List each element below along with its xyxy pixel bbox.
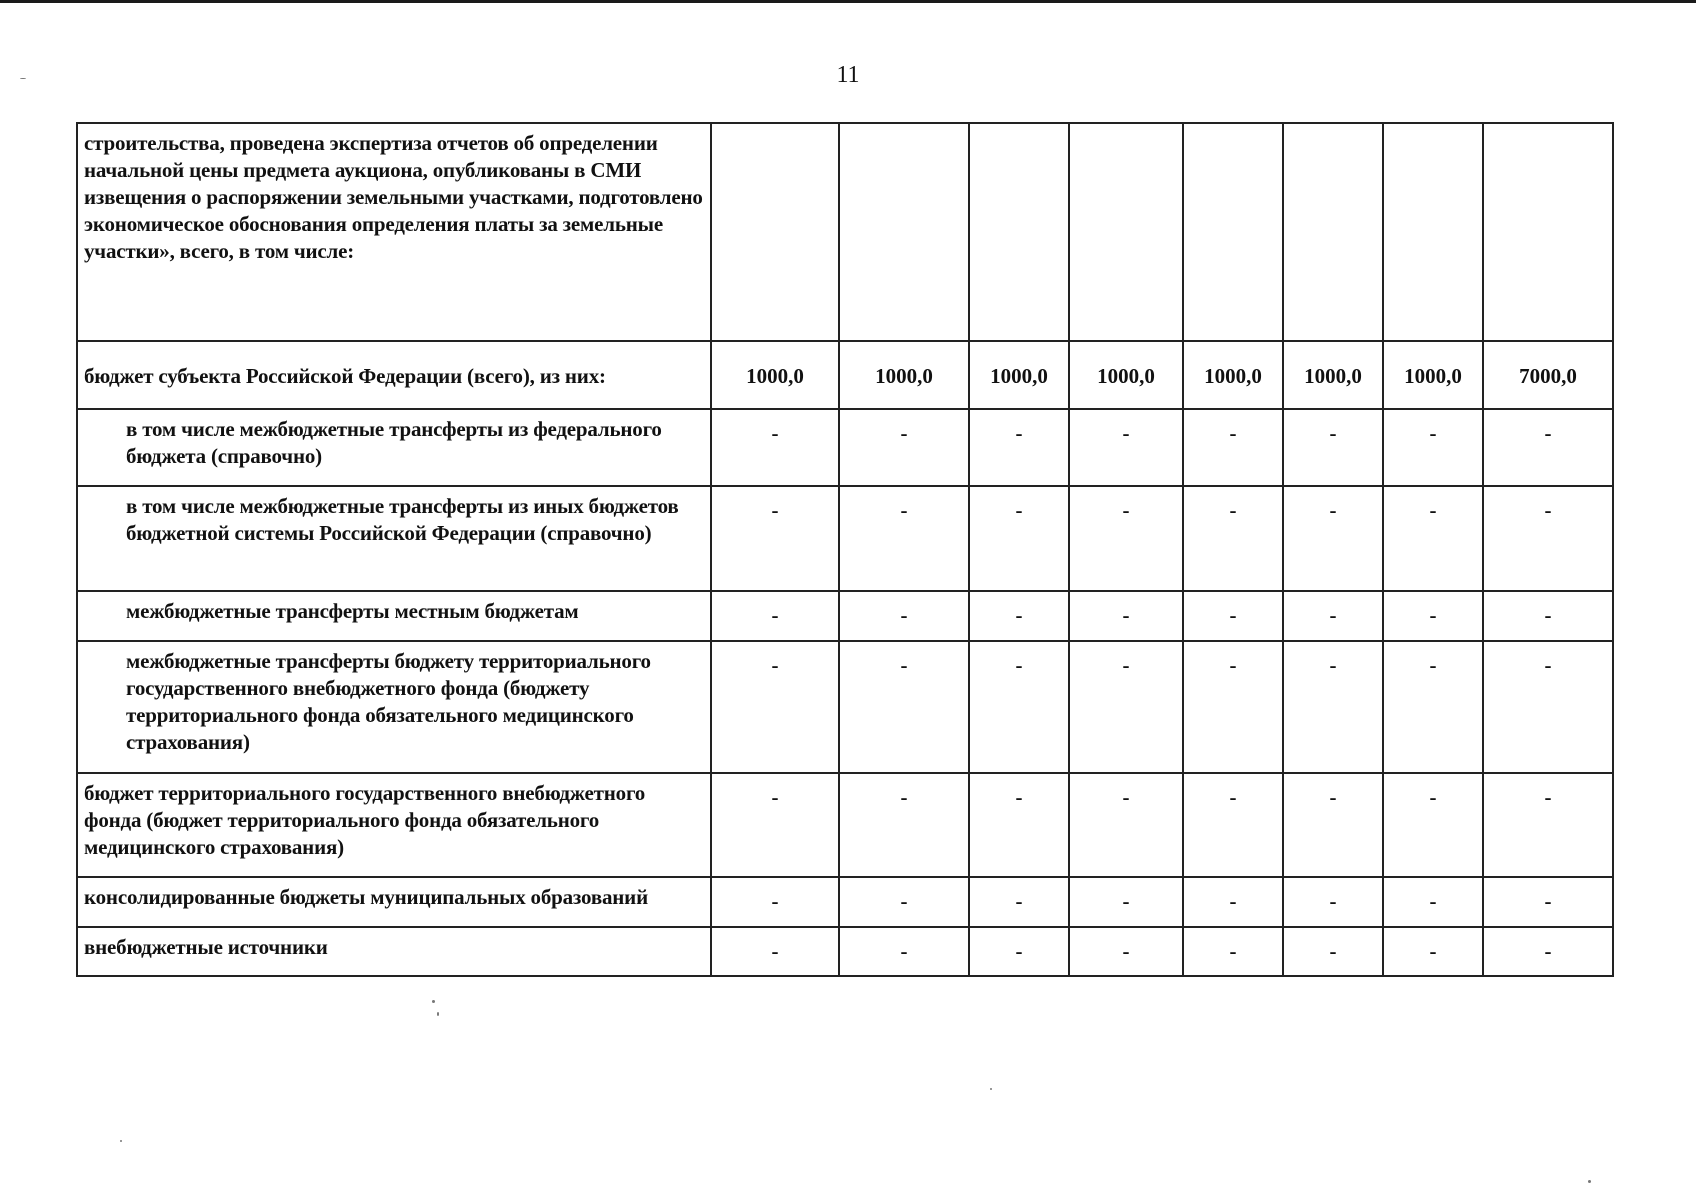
value-cell: -: [969, 927, 1069, 976]
value-cell: -: [1483, 927, 1613, 976]
value-cell: -: [1183, 486, 1283, 591]
value-cell: 7000,0: [1483, 341, 1613, 409]
value-cell: [969, 123, 1069, 341]
table-row: [77, 773, 1613, 877]
value-cell: [1069, 123, 1183, 341]
row-label: строительства, проведена экспертиза отчетов об определении начальной цены предмета аукциона, опубликованы в СМИ извещения о распоряжении земельными участками, подготовлено экономическое обоснования определения платы за земельные участки», всего, в том числе:: [77, 123, 711, 341]
value-cell: 1000,0: [1069, 341, 1183, 409]
value-cell: 1000,0: [1283, 341, 1383, 409]
value-cell: [1183, 123, 1283, 341]
value-cell: -: [1383, 409, 1483, 486]
table-row: [77, 486, 1613, 591]
value-cell: -: [839, 486, 969, 591]
value-cell: -: [969, 641, 1069, 773]
value-cell: -: [711, 877, 839, 927]
row-label: консолидированные бюджеты муниципальных образований: [77, 877, 711, 927]
value-cell: [1483, 123, 1613, 341]
value-cell: -: [1069, 641, 1183, 773]
value-cell: -: [1383, 641, 1483, 773]
value-cell: -: [1283, 877, 1383, 927]
value-cell: -: [711, 409, 839, 486]
value-cell: -: [1383, 591, 1483, 641]
row-label: внебюджетные источники: [77, 927, 711, 976]
value-cell: 1000,0: [1383, 341, 1483, 409]
scan-top-edge: [0, 0, 1696, 3]
value-cell: -: [1183, 641, 1283, 773]
row-label: межбюджетные трансферты местным бюджетам: [77, 591, 711, 641]
value-cell: -: [969, 877, 1069, 927]
value-cell: -: [839, 773, 969, 877]
row-label: бюджет субъекта Российской Федерации (всего), из них:: [77, 341, 711, 409]
value-cell: -: [1483, 409, 1613, 486]
scan-speck: [120, 1140, 122, 1142]
value-cell: -: [1283, 927, 1383, 976]
value-cell: -: [1483, 877, 1613, 927]
value-cell: -: [1483, 641, 1613, 773]
row-label: межбюджетные трансферты бюджету территориального государственного внебюджетного фонда (бюджету территориального фонда обязательного медицинского страхования): [77, 641, 711, 773]
value-cell: [711, 123, 839, 341]
value-cell: -: [1483, 773, 1613, 877]
value-cell: -: [969, 591, 1069, 641]
value-cell: -: [1283, 486, 1383, 591]
value-cell: -: [1069, 927, 1183, 976]
scan-speck: [432, 1000, 435, 1003]
value-cell: -: [1383, 877, 1483, 927]
table-row: [77, 123, 1613, 341]
value-cell: -: [711, 927, 839, 976]
value-cell: -: [1183, 591, 1283, 641]
table-row: [77, 409, 1613, 486]
value-cell: -: [1183, 409, 1283, 486]
value-cell: -: [1069, 877, 1183, 927]
value-cell: [1383, 123, 1483, 341]
value-cell: -: [1069, 591, 1183, 641]
table-row: [77, 877, 1613, 927]
row-label: в том числе межбюджетные трансферты из федерального бюджета (справочно): [77, 409, 711, 486]
value-cell: 1000,0: [711, 341, 839, 409]
value-cell: -: [839, 877, 969, 927]
value-cell: [1283, 123, 1383, 341]
value-cell: -: [711, 773, 839, 877]
value-cell: -: [1183, 927, 1283, 976]
value-cell: -: [969, 486, 1069, 591]
row-label: в том числе межбюджетные трансферты из иных бюджетов бюджетной системы Российской Федерации (справочно): [77, 486, 711, 591]
value-cell: -: [839, 591, 969, 641]
value-cell: -: [711, 486, 839, 591]
value-cell: -: [1383, 486, 1483, 591]
value-cell: [839, 123, 969, 341]
value-cell: -: [1283, 591, 1383, 641]
table-row: [77, 341, 1613, 409]
value-cell: -: [969, 409, 1069, 486]
value-cell: -: [839, 927, 969, 976]
table-row: [77, 591, 1613, 641]
value-cell: -: [1069, 773, 1183, 877]
budget-table: [76, 122, 1614, 977]
value-cell: -: [1483, 486, 1613, 591]
value-cell: -: [1183, 773, 1283, 877]
value-cell: -: [1283, 409, 1383, 486]
value-cell: -: [1183, 877, 1283, 927]
value-cell: -: [1283, 773, 1383, 877]
value-cell: 1000,0: [969, 341, 1069, 409]
scan-speck: [437, 1012, 439, 1016]
value-cell: 1000,0: [839, 341, 969, 409]
value-cell: -: [1383, 773, 1483, 877]
scan-speck: [990, 1088, 992, 1090]
page-number: 11: [836, 62, 860, 88]
scan-speck: [1588, 1180, 1591, 1183]
table-row: [77, 641, 1613, 773]
value-cell: -: [711, 591, 839, 641]
table-row: [77, 927, 1613, 976]
value-cell: -: [1383, 927, 1483, 976]
value-cell: 1000,0: [1183, 341, 1283, 409]
value-cell: -: [711, 641, 839, 773]
value-cell: -: [839, 409, 969, 486]
value-cell: -: [969, 773, 1069, 877]
value-cell: -: [1069, 409, 1183, 486]
row-label: бюджет территориального государственного внебюджетного фонда (бюджет территориального фонда обязательного медицинского страхования): [77, 773, 711, 877]
scan-speck: [20, 78, 26, 79]
value-cell: -: [1283, 641, 1383, 773]
value-cell: -: [1483, 591, 1613, 641]
value-cell: -: [839, 641, 969, 773]
value-cell: -: [1069, 486, 1183, 591]
